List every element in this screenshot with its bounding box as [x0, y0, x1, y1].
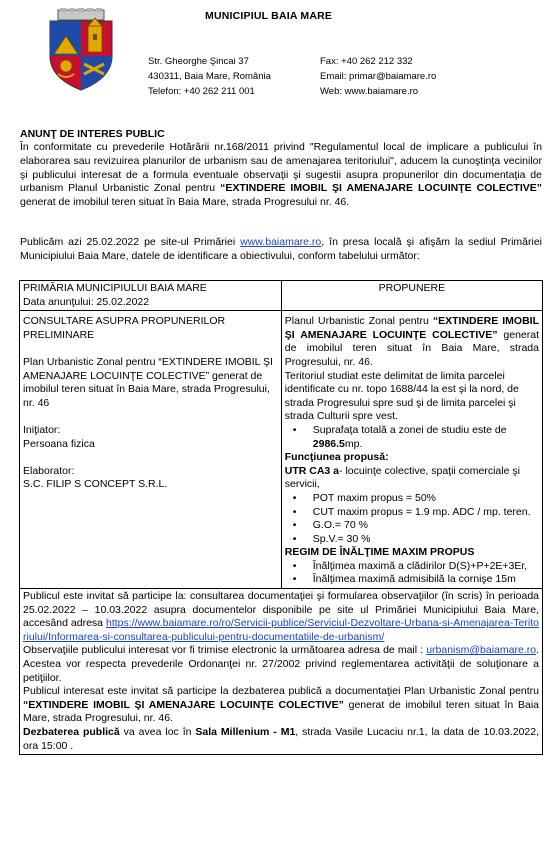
indicators-list: [285, 492, 539, 546]
proposal-intro-text: Planul Urbanistic Zonal pentru: [284, 315, 433, 328]
consultation-link[interactable]: https://www.baiamare.ro/ro/Servicii-publice/Serviciul-Dezvoltare-Urbana-si-Amenajarea-Teritoriului/Informarea-si-consultarea-publicului-pentru-documentatiile-de-urbanism/: [23, 617, 539, 643]
initiator-label: Iniţiator:: [23, 423, 61, 436]
heights-list: [285, 560, 539, 587]
left-body-cell: [20, 311, 282, 589]
table-body-row: [20, 311, 543, 589]
publish-text-end: , în presa locală şi afişăm la sediul Primăriei Municipiului Baia Mare, datele de identificare a obiectivului, conform tabelului următor:: [20, 236, 542, 262]
proposal-heading: PROPUNERE: [378, 282, 446, 294]
debate-text-end: generat de imobilul teren situat în Baia Mare, strada Progresului, nr. 46.: [23, 698, 539, 725]
intro-paragraph: [20, 141, 542, 210]
announcement-date: Data anunţului: 25.02.2022: [23, 295, 150, 308]
table-public-row: [20, 589, 543, 755]
surface-unit: mp.: [344, 437, 363, 450]
list-item: • CUT maxim propus = 1.9 mp. ADC / mp. teren.: [285, 506, 539, 520]
intro-text: În conformitate cu prevederile Hotărârii nr.168/2011 privind "Regulamentul local de implicare a publicului în elaborarea sau revizuirea planurilor de urbanism sau de amenajarea teritoriului", aducem la cunoştinţa vecinilor şi publicului interesat de a formula eventuale observaţii şi sugestii asupra propunerilor din documentaţia de urbanism Planul Urbanistic Zonal pentru: [20, 141, 542, 195]
height-regime-title: REGIM DE ÎNĂLŢIME MAXIM PROPUS: [284, 546, 475, 559]
debate-details: [23, 726, 539, 753]
utr-line: [285, 465, 539, 492]
debate-text: Publicul interesat este invitat să participe la dezbaterea publică a documentaţiei Plan Urbanistic Zonal pentru: [23, 685, 539, 698]
announcement-title: ANUNŢ DE INTERES PUBLIC: [20, 128, 165, 140]
observations-text-end: . Acestea vor respecta prevederile Ordonanţei nr. 27/2002 privind reglementarea activităţii de soluţionare a petiţiilor.: [23, 644, 539, 684]
publish-paragraph: [20, 236, 542, 264]
website-link[interactable]: www.baiamare.ro: [240, 236, 322, 248]
invite-paragraph: [23, 590, 539, 644]
list-item: • Sp.V.= 30 %: [285, 533, 539, 547]
list-item: • Înălţimea maximă a clădirilor D(S)+P+2E+3Er,: [285, 560, 539, 574]
public-participation-cell: [20, 589, 543, 755]
debate-venue: Sala Millenium - M1: [195, 726, 296, 738]
list-item: • POT maxim propus = 50%: [285, 492, 539, 506]
municipality-title: MUNICIPIUL BAIA MARE: [205, 10, 333, 22]
proposal-intro: [285, 315, 539, 369]
project-name: “EXTINDERE IMOBIL ŞI AMENAJARE LOCUINŢE COLECTIVE”: [220, 182, 542, 195]
observations-text: Observaţiile publicului interesat vor fi trimise electronic la următoarea adresa de mail :: [23, 644, 427, 657]
observations-paragraph: [23, 644, 539, 685]
table-header-row: [20, 281, 543, 311]
proposal-intro-end: generat de imobilul teren situat în Baia Mare, strada Progresului, nr. 46.: [284, 328, 540, 368]
phone-line: Telefon: +40 262 211 001: [148, 86, 255, 97]
functions-title: Funcţiunea propusă:: [284, 451, 389, 464]
contact-block: [320, 54, 520, 99]
email-line: Email: primar@baiamare.ro: [320, 71, 437, 82]
right-header-cell: [281, 281, 542, 311]
institution-label: PRIMĂRIA MUNICIPIULUI BAIA MARE: [23, 282, 207, 294]
utr-code: UTR CA3 a: [284, 464, 340, 477]
debate-label: Dezbaterea publică: [23, 726, 120, 738]
urbanism-email-link[interactable]: urbanism@baiamare.ro: [426, 644, 537, 657]
invite-text: Publicul este invitat să participe la: consultarea documentaţiei şi formularea observaţiilor (în scris) în perioada 25.02.2022 – 10.03.2022 asupra documentelor disponibile pe site ul Primăriei Municipiului Baia Mare, accesând adresa: [23, 590, 539, 630]
list-item: [285, 424, 539, 451]
web-line: Web: www.baiamare.ro: [320, 86, 419, 97]
intro-text-end: generat de imobilul teren situat în Baia Mare, strada Progresului nr. 46.: [20, 196, 350, 209]
elaborator-value: S.C. FILIP S CONCEPT S.R.L.: [23, 478, 168, 491]
address-block: [148, 54, 318, 99]
surface-list: [285, 424, 539, 451]
city-coat-of-arms-icon: [36, 8, 126, 92]
debate-address-date: , strada Vasile Lucaciu nr.1, la data de 10.03.2022, ora 15:00 .: [23, 726, 540, 752]
fax-line: Fax: +40 262 212 332: [320, 56, 413, 67]
debate-paragraph: [23, 685, 539, 726]
debate-project-name: “EXTINDERE IMOBIL ŞI AMENAJARE LOCUINŢE COLECTIVE”: [23, 698, 344, 711]
address-line: 430311, Baia Mare, România: [148, 71, 271, 82]
initiator-value: Persoana fizica: [23, 437, 95, 450]
proposal-table: [19, 280, 543, 755]
territory-description: Teritoriul studiat este delimitat de limita parcelei identificate cu nr. topo 1688/44 la est şi la nord, de strada Progresului spre sud şi de limita parcelei şi strada Culturii spre vest.: [284, 369, 519, 423]
address-line: Str. Gheorghe Şincai 37: [148, 56, 249, 67]
plan-description: Plan Urbanistic Zonal pentru “EXTINDERE IMOBIL ŞI AMENAJARE LOCUINŢE COLECTIVE” generat de imobilul teren situat în Baia Mare, strada Progresului, nr. 46: [23, 355, 273, 409]
list-item: • Înălţimea maximă admisibilă la cornişe 15m: [285, 573, 539, 587]
proposal-project-name: “EXTINDERE IMOBIL ŞI AMENAJARE LOCUINŢE COLECTIVE”: [284, 315, 539, 341]
elaborator-label: Elaborator:: [23, 464, 75, 477]
utr-description: - locuinţe colective, spaţii comerciale şi servicii,: [284, 464, 520, 491]
surface-text: Suprafaţa totală a zonei de studiu este de: [312, 423, 507, 436]
consultation-heading: CONSULTARE ASUPRA PROPUNERILOR PRELIMINARE: [23, 315, 226, 341]
left-header-cell: [20, 281, 282, 311]
right-body-cell: [281, 311, 542, 589]
surface-value: 2986.5: [312, 437, 345, 450]
publish-text: Publicăm azi 25.02.2022 pe site-ul Primăriei: [20, 236, 241, 248]
list-item: • G.O.= 70 %: [285, 519, 539, 533]
debate-connector: va avea loc în: [119, 726, 196, 738]
